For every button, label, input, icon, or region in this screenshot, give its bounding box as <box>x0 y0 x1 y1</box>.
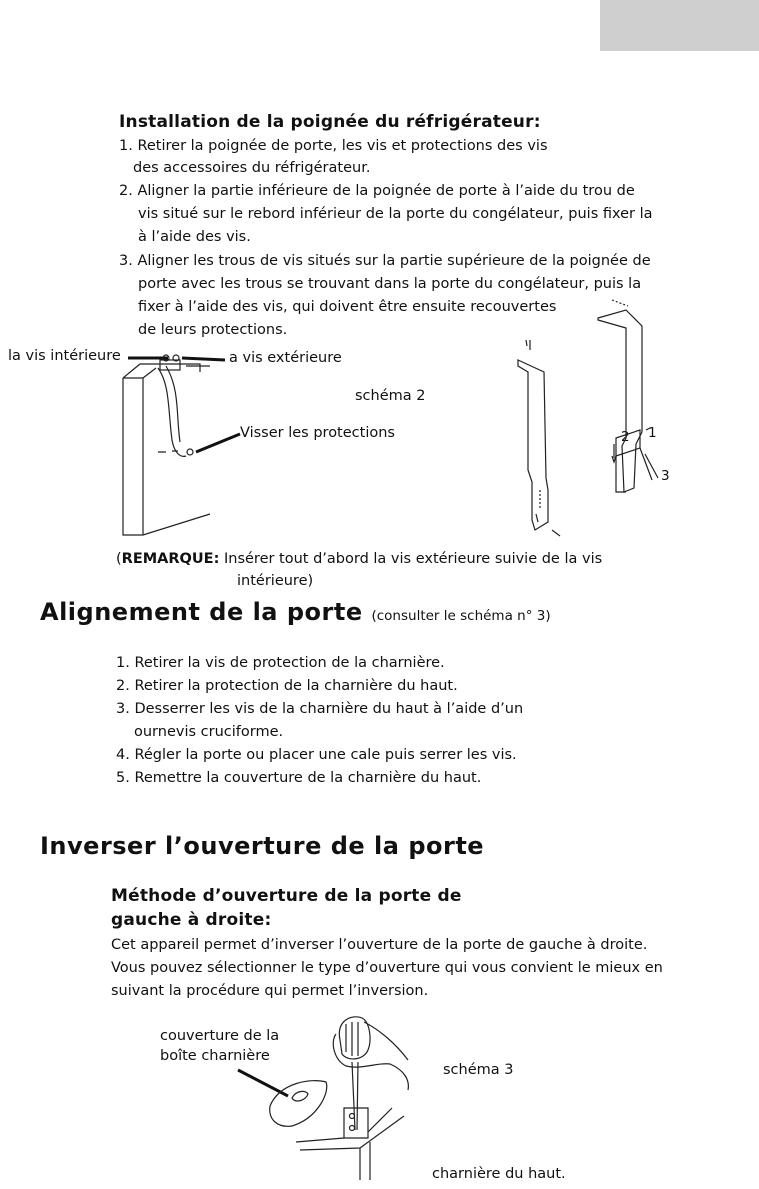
figure-2-caption: schéma 2 <box>355 388 426 404</box>
handle-section-title: Installation de la poignée du réfrigérateur: <box>119 112 541 132</box>
label-hinge-cover-line-2: boîte charnière <box>160 1048 270 1064</box>
handle-step-2-line-2: vis situé sur le rebord inférieur de la porte du congélateur, puis fixer la <box>138 206 653 222</box>
alignment-step-5: 5. Remettre la couverture de la charnière du haut. <box>116 770 482 786</box>
callout-3: 3 <box>661 468 670 484</box>
note-line-2: intérieure) <box>237 573 314 589</box>
note-open-paren: ( <box>116 551 122 567</box>
method-title-line-1: Méthode d’ouverture de la porte de <box>111 886 462 906</box>
alignment-step-2: 2. Retirer la protection de la charnière du haut. <box>116 678 458 694</box>
handle-step-2-line-1: 2. Aligner la partie inférieure de la poignée de porte à l’aide du trou de <box>119 183 635 199</box>
handle-step-1-line-2: des accessoires du réfrigérateur. <box>133 160 371 176</box>
method-title-line-2: gauche à droite: <box>111 910 272 930</box>
handle-step-3-line-2: porte avec les trous se trouvant dans la porte du congélateur, puis la <box>138 276 642 292</box>
note-text-1: Insérer tout d’abord la vis extérieure suivie de la vis <box>223 551 603 567</box>
reverse-para-line-1: Cet appareil permet d’inverser l’ouverture de la porte de gauche à droite. <box>111 937 648 953</box>
label-hinge-cover-line-1: couverture de la <box>160 1028 280 1044</box>
handle-step-3-line-1: 3. Aligner les trous de vis situés sur la partie supérieure de la poignée de <box>119 253 651 269</box>
figure-3-caption: schéma 3 <box>443 1062 514 1078</box>
callout-1: 1 <box>648 425 657 441</box>
reverse-para-line-3: suivant la procédure qui permet l’inversion. <box>111 983 429 999</box>
label-screw-covers: Visser les protections <box>240 425 395 441</box>
reverse-para-line-2: Vous pouvez sélectionner le type d’ouverture qui vous convient le mieux en <box>111 960 663 976</box>
alignment-step-3: 3. Desserrer les vis de la charnière du haut à l’aide d’un <box>116 701 524 717</box>
label-outer-screw: a vis extérieure <box>229 350 342 366</box>
reverse-section-title: Inverser l’ouverture de la porte <box>40 832 485 860</box>
handle-step-1-line-1: 1. Retirer la poignée de porte, les vis et protections des vis <box>119 138 548 154</box>
handle-step-2-line-3: à l’aide des vis. <box>138 229 251 245</box>
alignment-step-1: 1. Retirer la vis de protection de la charnière. <box>116 655 445 671</box>
label-top-hinge: charnière du haut. <box>432 1166 566 1182</box>
handle-step-3-line-3: fixer à l’aide des vis, qui doivent être ensuite recouvertes <box>138 299 557 315</box>
alignment-subtitle: (consulter le schéma n° 3) <box>371 608 551 624</box>
handle-step-3-line-4: de leurs protections. <box>138 322 288 338</box>
alignment-step-3-cont: ournevis cruciforme. <box>134 724 284 740</box>
label-inner-screw: la vis intérieure <box>8 348 121 364</box>
note-keyword: REMARQUE: <box>121 551 220 567</box>
callout-2: 2 <box>621 429 630 445</box>
alignment-title: Alignement de la porte <box>40 598 363 626</box>
alignment-step-4: 4. Régler la porte ou placer une cale puis serrer les vis. <box>116 747 517 763</box>
